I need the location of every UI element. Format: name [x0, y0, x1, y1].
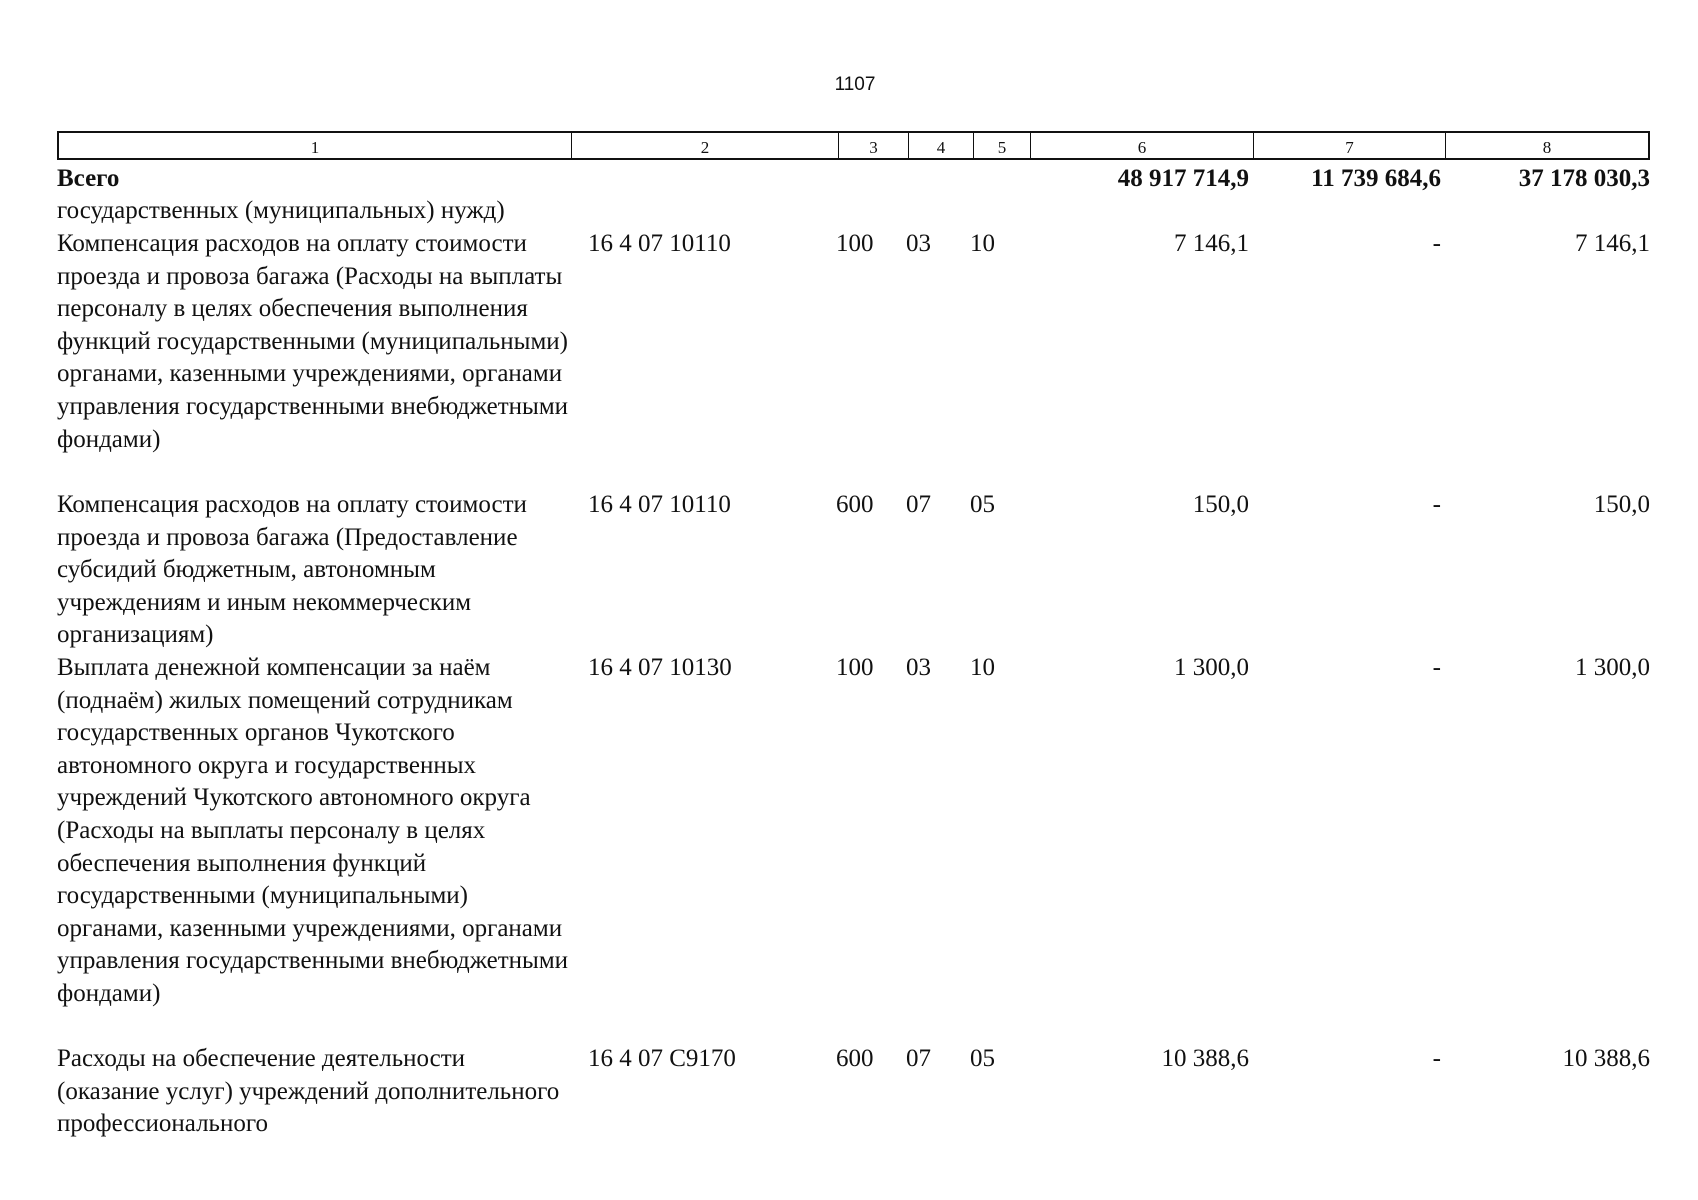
row-col8: 10 388,6 — [1562, 1045, 1650, 1072]
row-col6: 7 146,1 — [1174, 230, 1249, 257]
row-description: Выплата денежной компенсации за наём (поднаём) жилых помещений сотрудникам государственных органов Чукотского автономного округа и государственных учреждений Чукотского автономного округа (Расходы на выплаты персоналу в целях обеспечения выполнения функций государственными (муниципальными) органами, казенными учреждениями, органами управления государственными внебюджетными фондами) — [57, 654, 569, 1007]
row-code: 16 4 07 10130 — [588, 654, 732, 681]
row-col4: 07 — [906, 491, 931, 518]
row-col7: - — [1432, 654, 1441, 681]
header-col-2: 2 — [700, 138, 710, 157]
row-description: Расходы на обеспечение деятельности (оказание услуг) учреждений дополнительного профессионального — [57, 1045, 560, 1138]
row-col8: 7 146,1 — [1575, 230, 1650, 257]
row-col7: - — [1432, 491, 1441, 518]
total-label: Всего — [57, 165, 120, 192]
header-col-4: 4 — [936, 138, 946, 157]
header-col-3: 3 — [869, 138, 878, 157]
header-col-8: 8 — [1542, 138, 1552, 157]
continuation-text: государственных (муниципальных) нужд) — [57, 197, 505, 224]
row-description: Компенсация расходов на оплату стоимости проезда и провоза багажа (Расходы на выплаты персоналу в целях обеспечения выполнения функций государственными (муниципальными) органами, казенными учреждениями, органами управления государственными внебюджетными фондами) — [57, 230, 569, 453]
total-col6: 48 917 714,9 — [1117, 165, 1249, 192]
row-col3: 600 — [836, 1045, 874, 1072]
row-col3: 100 — [836, 230, 874, 257]
header-col-6: 6 — [1137, 138, 1147, 157]
row-col3: 100 — [836, 654, 874, 681]
row-col8: 1 300,0 — [1575, 654, 1650, 681]
row-col5: 05 — [970, 491, 995, 518]
row-code: 16 4 07 10110 — [588, 491, 731, 518]
row-col6: 10 388,6 — [1161, 1045, 1249, 1072]
header-col-1: 1 — [310, 138, 320, 157]
page-number: 1107 — [834, 74, 876, 95]
row-code: 16 4 07 10110 — [588, 230, 731, 257]
table-header-row — [57, 131, 1650, 160]
row-col4: 07 — [906, 1045, 931, 1072]
row-col4: 03 — [906, 654, 931, 681]
row-col8: 150,0 — [1593, 491, 1650, 518]
total-col8: 37 178 030,3 — [1518, 165, 1650, 192]
header-col-7: 7 — [1345, 138, 1354, 157]
row-col6: 1 300,0 — [1174, 654, 1249, 681]
row-col5: 10 — [970, 230, 995, 257]
row-code: 16 4 07 С9170 — [588, 1045, 736, 1072]
row-col7: - — [1432, 230, 1441, 257]
row-col5: 10 — [970, 654, 995, 681]
total-col7: 11 739 684,6 — [1311, 165, 1441, 192]
header-col-5: 5 — [997, 138, 1007, 157]
row-description: Компенсация расходов на оплату стоимости проезда и провоза багажа (Предоставление субсидий бюджетным, автономным учреждениям и иным некоммерческим организациям) — [57, 491, 527, 649]
row-col4: 03 — [906, 230, 931, 257]
row-col3: 600 — [836, 491, 874, 518]
row-col5: 05 — [970, 1045, 995, 1072]
row-col6: 150,0 — [1192, 491, 1249, 518]
row-col7: - — [1432, 1045, 1441, 1072]
